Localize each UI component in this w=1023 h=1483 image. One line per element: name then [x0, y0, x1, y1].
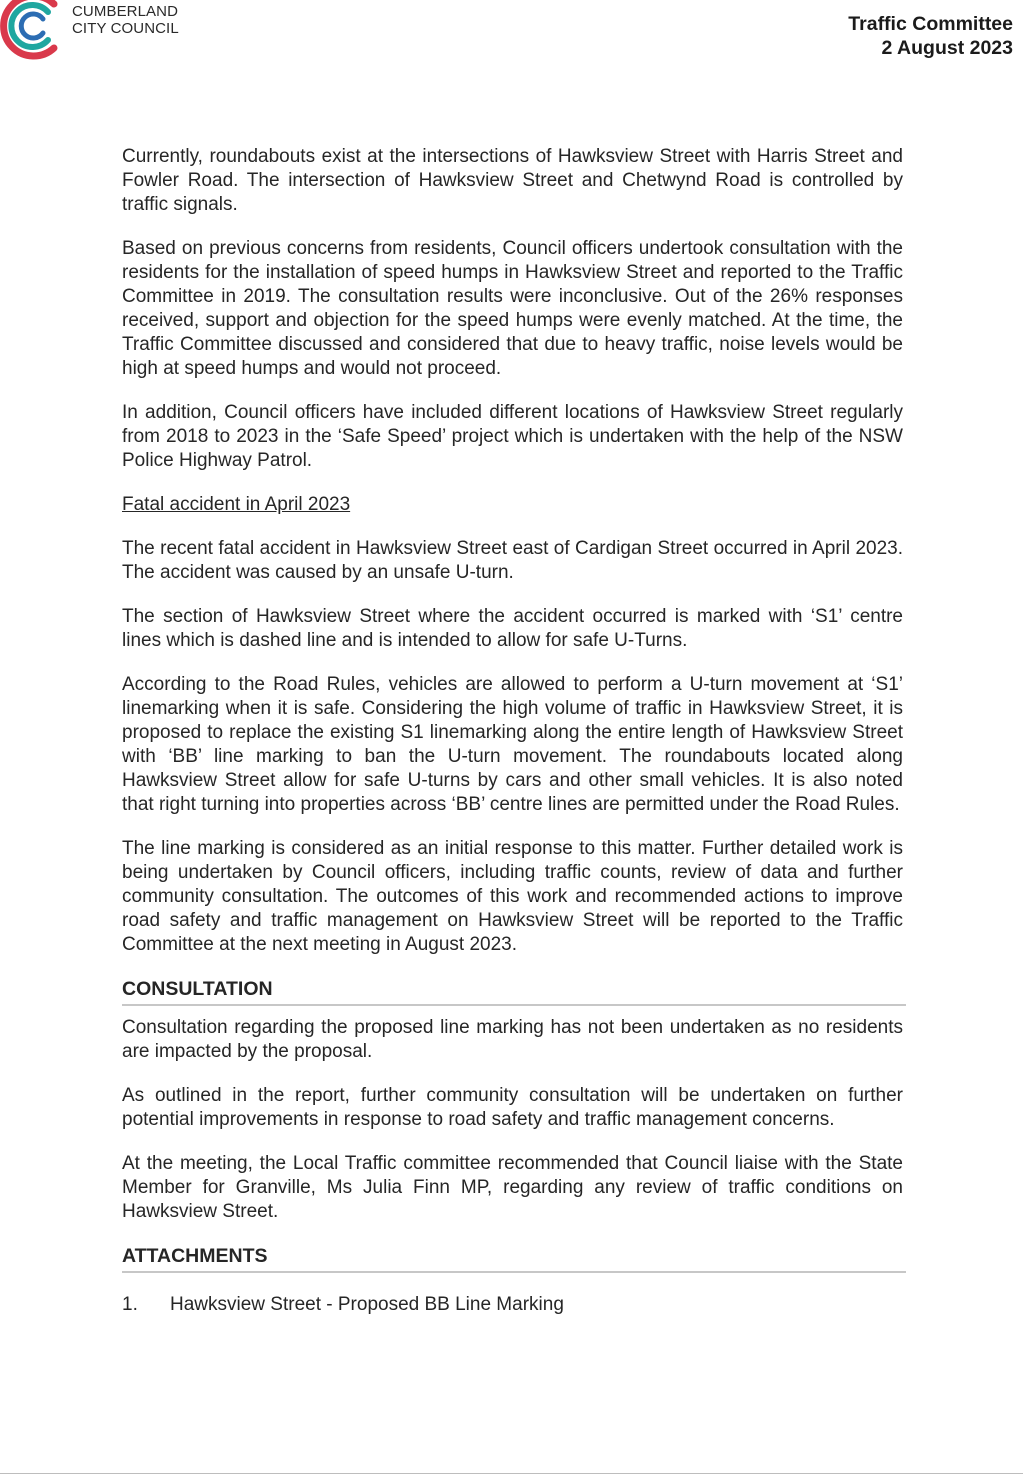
- body-paragraph: The section of Hawksview Street where the accident occurred is marked with ‘S1’ centre lines which is dashed line and is intended to allow for safe U-Turns.: [122, 606, 903, 651]
- body-paragraph: According to the Road Rules, vehicles are allowed to perform a U-turn movement at ‘S1’ linemarking when it is safe. Considering the high volume of traffic in Hawksview Street, it is proposed to replace the existing S1 linemarking along the entire length of Hawksview Street with ‘BB’ line marking to ban the U-turn movement. The roundabouts located along Hawksview Street allow for safe U-turns by cars and other small vehicles. It is also noted that right turning into properties across ‘BB’ centre lines are permitted under the Road Rules.: [122, 674, 903, 815]
- consultation-heading: CONSULTATION: [122, 977, 906, 1006]
- consultation-paragraph: At the meeting, the Local Traffic committee recommended that Council liaise with the State Member for Granville, Ms Julia Finn MP, regarding any review of traffic conditions on Hawksview Street.: [122, 1153, 903, 1222]
- body-paragraph: In addition, Council officers have included different locations of Hawksview Street regularly from 2018 to 2023 in the ‘Safe Speed’ project which is undertaken with the help of the NSW Police Highway Patrol.: [122, 402, 903, 471]
- body-paragraph: Currently, roundabouts exist at the intersections of Hawksview Street with Harris Street and Fowler Road. The intersection of Hawksview Street and Chetwynd Road is controlled by traffic signals.: [122, 146, 903, 215]
- body-paragraph: The recent fatal accident in Hawksview Street east of Cardigan Street occurred in April 2023. The accident was caused by an unsafe U-turn.: [122, 538, 903, 583]
- body-paragraph: Based on previous concerns from residents, Council officers undertook consultation with the residents for the installation of speed humps in Hawksview Street and reported to the Traffic Committee in 2019. The consultation results were inconclusive. Out of the 26% responses received, support and objection for the speed humps were evenly matched. At the time, the Traffic Committee discussed and considered that due to heavy traffic, noise levels would be high at speed humps and would not proceed.: [122, 238, 903, 379]
- fatal-accident-subheading: Fatal accident in April 2023: [122, 494, 351, 515]
- council-name-line2: CITY COUNCIL: [72, 20, 179, 37]
- meeting-title: Traffic Committee: [848, 13, 1013, 35]
- report-content: [122, 145, 903, 1317]
- attachment-number: 1.: [122, 1294, 138, 1315]
- meeting-header: [848, 12, 1013, 60]
- attachments-heading: ATTACHMENTS: [122, 1244, 906, 1273]
- council-name: [72, 3, 179, 37]
- attachment-item[interactable]: [122, 1293, 903, 1317]
- consultation-paragraph: Consultation regarding the proposed line marking has not been undertaken as no residents are impacted by the proposal.: [122, 1017, 903, 1062]
- attachment-label[interactable]: Hawksview Street - Proposed BB Line Marking: [170, 1294, 564, 1315]
- footer-divider: [0, 1473, 1023, 1474]
- council-name-line1: CUMBERLAND: [72, 3, 179, 20]
- consultation-paragraph: As outlined in the report, further community consultation will be undertaken on further potential improvements in response to road safety and traffic management concerns.: [122, 1085, 903, 1130]
- meeting-date: 2 August 2023: [881, 37, 1013, 59]
- body-paragraph: The line marking is considered as an initial response to this matter. Further detailed work is being undertaken by Council officers, including traffic counts, review of data and further community consultation. The outcomes of this work and recommended actions to improve road safety and traffic management on Hawksview Street will be reported to the Traffic Committee at the next meeting in August 2023.: [122, 838, 903, 955]
- cumberland-logo-icon: [0, 0, 72, 66]
